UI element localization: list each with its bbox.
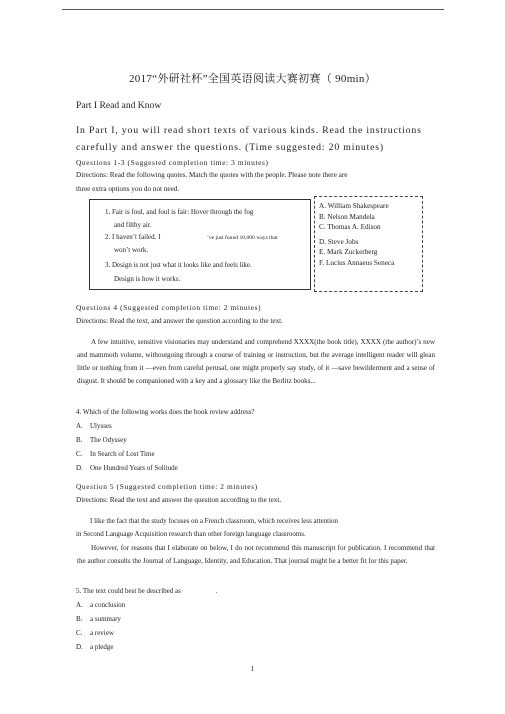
q5-paragraph-1-line2: in Second Language Acquisition research than other foreign language classrooms. xyxy=(76,530,306,538)
q4-directions: Directions: Read the text, and answer the question according to the text. xyxy=(76,317,283,325)
people-list xyxy=(319,201,394,268)
q4-option-c: C. In Search of Lost Time xyxy=(76,450,155,458)
q5-paragraph-1-line1: I like the fact that the study focuses on a French classroom, which receives less attention xyxy=(90,517,339,525)
quote-2-continuation: ’ve just found 10,000 ways that xyxy=(207,235,278,241)
quotes-box xyxy=(89,199,311,290)
q5-paragraph-2: However, for reasons that I elaborate on below, I do not recommend this manuscript for publication. I recommend that the author consults the Journal of Language, Identity, and Education. That journal might be a better fit for this paper. xyxy=(77,544,435,565)
quote-1-line1: 1. Fair is foul, and foul is fair: Hover through the fog xyxy=(105,208,254,216)
page-number: 1 xyxy=(250,665,255,673)
person-a: A. William Shakespeare xyxy=(319,202,389,210)
exam-title: 2017“外研社杯”全国英语阅读大赛初赛（ 90min） xyxy=(128,73,377,85)
person-f: F. Lucius Annaeus Seneca xyxy=(319,258,395,267)
person-b: B. Nelson Mandela xyxy=(319,212,375,221)
q4-heading: Questions 4 (Suggested completion time: 2 minutes) xyxy=(76,303,262,312)
q5-heading: Question 5 (Suggested completion time: 2 minutes) xyxy=(76,482,258,491)
quote-3-line1: 3. Design is not just what it looks like and feels like. xyxy=(105,261,252,269)
q4-option-a: A. Ulysses xyxy=(76,422,112,430)
q1-heading: Questions 1-3 (Suggested completion time: 3 minutes) xyxy=(76,158,269,167)
q5-option-c: C. a review xyxy=(76,629,114,637)
quote-3-line2: Design is how it works. xyxy=(114,275,181,283)
quote-2-line2: won’t work. xyxy=(114,246,149,254)
q4-option-d: D. One Hundred Years of Solitude xyxy=(76,464,178,472)
quote-1-line2: and filthy air. xyxy=(114,221,152,229)
person-e: E. Mark Zuckerberg xyxy=(319,248,378,256)
people-box xyxy=(314,196,423,292)
q4-option-b: B. The Odyssey xyxy=(76,436,127,444)
person-c: C. Thomas A. Edison xyxy=(319,223,381,231)
q5-directions: Directions: Read the text and answer the question according to the text. xyxy=(76,496,282,504)
quote-2-line1: 2. I haven’t failed. I xyxy=(105,233,161,241)
q5-option-a: A. a conclusion xyxy=(76,601,126,609)
q5-question: 5. The text could best be described as . xyxy=(76,587,218,595)
part-heading: Part I Read and Know xyxy=(76,100,162,111)
header-rule xyxy=(62,9,444,10)
person-d: D. Steve Jobs xyxy=(319,237,359,246)
q4-question: 4. Which of the following works does the book review address? xyxy=(76,408,255,416)
part-intro: In Part I, you will read short texts of various kinds. Read the instructions carefully and answer the questions. (Time suggested: 20 minutes) xyxy=(76,125,422,153)
q4-passage: A few intuitive, sensitive visionaries may understand and comprehend XXXX(the book title), XXXX (the author)’s new and mammoth volume, withoutgoing through a course of training or instruction, but the average intelligent reader will glean little or nothing from it —even from careful perusal, one might properly say study, of it —save bewilderment and a sense of disgust. It should be companioned with a key and a glossary like the Berlitz books... xyxy=(77,338,435,385)
q5-option-b: B. a summary xyxy=(76,615,121,623)
q1-directions-line2: three extra options you do not need. xyxy=(76,185,180,193)
q5-option-d: D. a pledge xyxy=(76,643,114,651)
q1-directions-line1: Directions: Read the following quotes. Match the quotes with the people. Please note there are xyxy=(76,171,348,179)
